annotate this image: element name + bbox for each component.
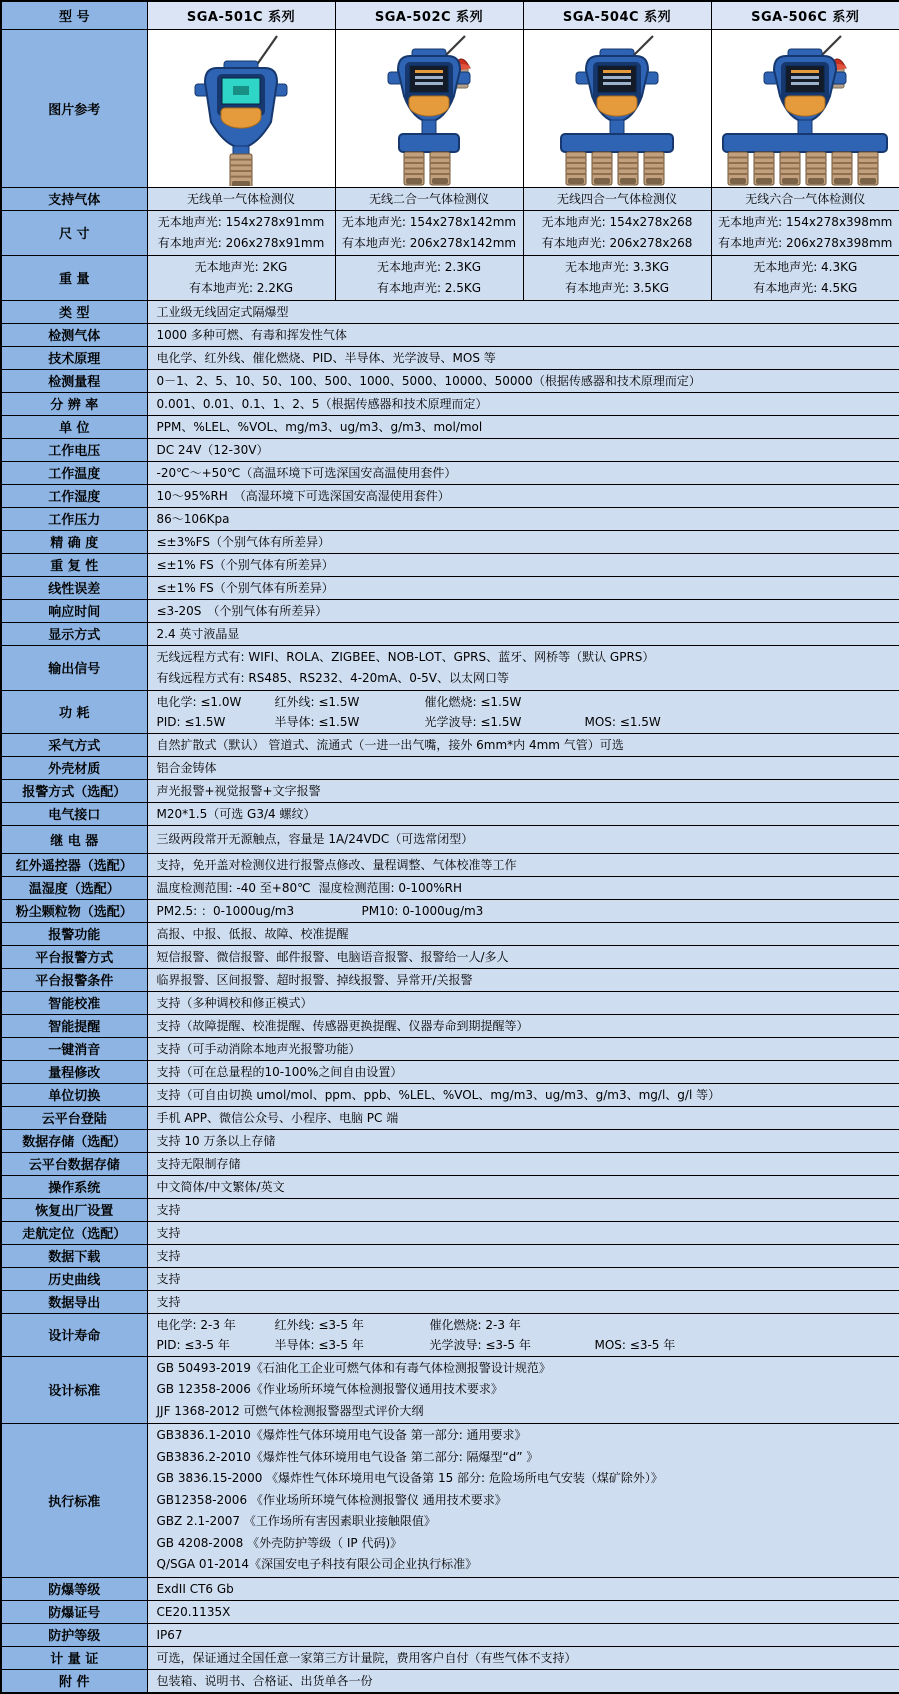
spec-value-segment: 半导体: ≤3-5 年 [275, 1335, 430, 1355]
spec-row-value [147, 991, 899, 1014]
spec-value-line [157, 692, 891, 712]
spec-row-value [147, 1669, 899, 1693]
spec-value-line: 有线远程方式有: RS485、RS232、4-20mA、0-5V、以太网口等 [157, 668, 891, 689]
model-data-row [1, 210, 899, 255]
spec-value-segment: 催化燃烧: ≤1.5W [425, 692, 522, 712]
spec-row [1, 1244, 899, 1267]
spec-row-value [147, 1083, 899, 1106]
spec-row-value [147, 1290, 899, 1313]
spec-row [1, 1424, 899, 1578]
model-data-line: 有本地声光: 3.5KG [526, 278, 709, 299]
spec-row-value [147, 392, 899, 415]
model-data-line: 无本地声光: 3.3KG [526, 257, 709, 278]
spec-row-label: 工作电压 [1, 438, 147, 461]
spec-row-value [147, 1356, 899, 1424]
spec-value-text: 包装箱、说明书、合格证、出货单各一份 [157, 1671, 891, 1691]
spec-value-text: CE20.1135X [157, 1602, 891, 1622]
spec-row-label: 检测气体 [1, 323, 147, 346]
model-data-line: 有本地声光: 4.5KG [714, 278, 898, 299]
spec-value-text: ≤3-20S （个别气体有所差异） [157, 601, 891, 621]
spec-value-text: IP67 [157, 1625, 891, 1645]
spec-value-line: GB12358-2006 《作业场所环境气体检测报警仪 通用技术要求》 [157, 1490, 891, 1512]
spec-row-value [147, 1600, 899, 1623]
spec-value-text: 支持（可手动消除本地声光报警功能） [157, 1039, 891, 1059]
spec-row-value [147, 622, 899, 645]
spec-row-label: 检测量程 [1, 369, 147, 392]
spec-row [1, 1152, 899, 1175]
spec-row-value [147, 461, 899, 484]
model-data-row-label: 尺 寸 [1, 210, 147, 255]
model-header-cell: SGA-502C 系列 [335, 1, 523, 29]
spec-value-segment: PM2.5: ：0-1000ug/m3 [157, 901, 362, 921]
model-data-line: 有本地声光: 206x278x398mm [714, 233, 898, 254]
spec-row [1, 1083, 899, 1106]
spec-value-line: 无线远程方式有: WIFI、ROLA、ZIGBEE、NOB-LOT、GPRS、蓝牙、网桥等（默认 GPRS） [157, 647, 891, 668]
model-header-cell: SGA-506C 系列 [711, 1, 899, 29]
spec-row [1, 369, 899, 392]
spec-row [1, 438, 899, 461]
spec-row [1, 300, 899, 323]
spec-row-label: 防爆证号 [1, 1600, 147, 1623]
spec-row-label: 类 型 [1, 300, 147, 323]
spec-value-line: GB 50493-2019《石油化工企业可燃气体和有毒气体检测报警设计规范》 [157, 1358, 891, 1380]
spec-value-text: 短信报警、微信报警、邮件报警、电脑语音报警、报警给一人/多人 [157, 947, 891, 967]
spec-row [1, 1646, 899, 1669]
spec-row-label: 防爆等级 [1, 1577, 147, 1600]
spec-value-text: 支持（可自由切换 umol/mol、ppm、ppb、%LEL、%VOL、mg/m3、ug/m3、g/m3、mg/l、g/l 等） [157, 1085, 891, 1105]
spec-row-label: 设计寿命 [1, 1313, 147, 1356]
spec-row-value [147, 876, 899, 899]
spec-row-label: 单 位 [1, 415, 147, 438]
model-header-cell: SGA-504C 系列 [523, 1, 711, 29]
spec-value-segment: PID: ≤1.5W [157, 712, 275, 732]
spec-row [1, 553, 899, 576]
model-data-cell [147, 210, 335, 255]
spec-value-text: 可选，保证通过全国任意一家第三方计量院，费用客户自付（有些气体不支持） [157, 1648, 891, 1668]
spec-value-segment: 红外线: ≤1.5W [275, 692, 425, 712]
model-data-row-label: 重 量 [1, 255, 147, 300]
gas-detector-hex-icon [712, 30, 899, 186]
spec-row-label: 数据导出 [1, 1290, 147, 1313]
spec-row-label: 设计标准 [1, 1356, 147, 1424]
spec-value-text: 临界报警、区间报警、超时报警、掉线报警、异常开/关报警 [157, 970, 891, 990]
spec-row-label: 继 电 器 [1, 825, 147, 853]
spec-row-value [147, 1060, 899, 1083]
spec-row-label: 一键消音 [1, 1037, 147, 1060]
spec-value-text: 高报、中报、低报、故障、校准提醒 [157, 924, 891, 944]
spec-row-value [147, 1221, 899, 1244]
spec-row-value [147, 300, 899, 323]
spec-row [1, 599, 899, 622]
spec-value-text: 支持 [157, 1246, 891, 1266]
spec-row-label: 粉尘颗粒物（选配） [1, 899, 147, 922]
spec-row [1, 346, 899, 369]
spec-row-value [147, 1037, 899, 1060]
spec-row [1, 392, 899, 415]
spec-row [1, 645, 899, 690]
spec-row [1, 991, 899, 1014]
spec-row [1, 690, 899, 733]
spec-row-label: 报警功能 [1, 922, 147, 945]
spec-row-label: 采气方式 [1, 733, 147, 756]
spec-row-value [147, 899, 899, 922]
spec-value-text: 2.4 英寸液晶显 [157, 624, 891, 644]
spec-row-value [147, 922, 899, 945]
spec-value-segment: PID: ≤3-5 年 [157, 1335, 275, 1355]
spec-row-label: 走航定位（选配） [1, 1221, 147, 1244]
gas-detector-dual-icon [336, 30, 523, 186]
spec-row [1, 922, 899, 945]
spec-row [1, 1356, 899, 1424]
spec-row-label: 历史曲线 [1, 1267, 147, 1290]
spec-row [1, 576, 899, 599]
spec-value-segment: 光学波导: ≤1.5W [425, 712, 585, 732]
model-data-line: 无本地声光: 4.3KG [714, 257, 898, 278]
spec-row-value [147, 553, 899, 576]
spec-row [1, 1129, 899, 1152]
spec-row-value [147, 733, 899, 756]
spec-value-text: 支持 [157, 1269, 891, 1289]
spec-row-value [147, 484, 899, 507]
spec-value-line: GB 4208-2008 《外壳防护等级（ IP 代码)》 [157, 1533, 891, 1555]
device-image-cell [523, 29, 711, 187]
model-data-cell [147, 187, 335, 210]
spec-row [1, 1037, 899, 1060]
spec-row-label: 显示方式 [1, 622, 147, 645]
spec-row-label: 温湿度（选配） [1, 876, 147, 899]
model-data-line: 无线单一气体检测仪 [150, 189, 333, 209]
spec-value-text: 声光报警+视觉报警+文字报警 [157, 781, 891, 801]
model-data-cell [711, 210, 899, 255]
model-data-line: 无线四合一气体检测仪 [526, 189, 709, 209]
spec-row-value [147, 1129, 899, 1152]
spec-value-line: GB3836.1-2010《爆炸性气体环境用电气设备 第一部分: 通用要求》 [157, 1425, 891, 1447]
spec-row [1, 968, 899, 991]
spec-value-line: GB 3836.15-2000 《爆炸性气体环境用电气设备第 15 部分: 危险场所电气安装（煤矿除外）》 [157, 1468, 891, 1490]
spec-value-text: ExdII CT6 Gb [157, 1579, 891, 1599]
spec-row [1, 899, 899, 922]
model-data-line: 无本地声光: 154x278x398mm [714, 212, 898, 233]
spec-value-text: ≤±1% FS（个别气体有所差异） [157, 555, 891, 575]
spec-row-label: 重 复 性 [1, 553, 147, 576]
spec-value-segment: MOS: ≤1.5W [585, 712, 661, 732]
spec-value-text: 86～106Kpa [157, 509, 891, 529]
spec-row-label: 单位切换 [1, 1083, 147, 1106]
spec-row-label: 平台报警方式 [1, 945, 147, 968]
spec-value-text: 支持（可在总量程的10-100%之间自由设置） [157, 1062, 891, 1082]
spec-row-value [147, 415, 899, 438]
spec-value-segment: 半导体: ≤1.5W [275, 712, 425, 732]
spec-row [1, 1106, 899, 1129]
spec-row-label: 量程修改 [1, 1060, 147, 1083]
device-image-cell [711, 29, 899, 187]
spec-row [1, 1060, 899, 1083]
spec-value-text: PPM、%LEL、%VOL、mg/m3、ug/m3、g/m3、mol/mol [157, 417, 891, 437]
spec-row-label: 数据存储（选配） [1, 1129, 147, 1152]
spec-row-value [147, 1313, 899, 1356]
spec-row [1, 876, 899, 899]
spec-row [1, 1313, 899, 1356]
model-data-line: 有本地声光: 2.2KG [150, 278, 333, 299]
gas-detector-quad-icon [524, 30, 711, 186]
spec-row-value [147, 1623, 899, 1646]
spec-row [1, 1198, 899, 1221]
spec-row [1, 853, 899, 876]
spec-row-value [147, 346, 899, 369]
model-data-line: 有本地声光: 2.5KG [338, 278, 521, 299]
spec-value-text: 支持 10 万条以上存储 [157, 1131, 891, 1151]
spec-row-label: 技术原理 [1, 346, 147, 369]
spec-value-text: -20℃～+50℃（高温环境下可选深国安高温使用套件） [157, 463, 891, 483]
spec-row [1, 415, 899, 438]
spec-row-value [147, 1646, 899, 1669]
spec-value-text: 支持 [157, 1200, 891, 1220]
spec-row-label: 平台报警条件 [1, 968, 147, 991]
model-data-line: 无本地声光: 154x278x91mm [150, 212, 333, 233]
spec-value-line [157, 712, 891, 732]
model-data-line: 有本地声光: 206x278x91mm [150, 233, 333, 254]
spec-row-label: 计 量 证 [1, 1646, 147, 1669]
spec-row-label: 精 确 度 [1, 530, 147, 553]
spec-row-label: 输出信号 [1, 645, 147, 690]
model-data-cell [523, 187, 711, 210]
spec-row-value [147, 1152, 899, 1175]
spec-value-text: 自然扩散式（默认） 管道式、流通式（一进一出气嘴，接外 6mm*内 4mm 气管）可选 [157, 735, 891, 755]
spec-row-value [147, 645, 899, 690]
spec-row-label: 响应时间 [1, 599, 147, 622]
spec-value-text: 铝合金铸体 [157, 758, 891, 778]
spec-value-line: GBZ 2.1-2007 《工作场所有害因素职业接触限值》 [157, 1511, 891, 1533]
model-data-cell [523, 210, 711, 255]
spec-value-segment: 光学波导: ≤3-5 年 [430, 1335, 595, 1355]
spec-row [1, 1014, 899, 1037]
model-data-cell [523, 255, 711, 300]
spec-row-value [147, 779, 899, 802]
spec-row-label: 工作温度 [1, 461, 147, 484]
spec-row [1, 1290, 899, 1313]
spec-value-text: ≤±3%FS（个别气体有所差异） [157, 532, 891, 552]
spec-value-line: GB3836.2-2010《爆炸性气体环境用电气设备 第二部分: 隔爆型“d” 》 [157, 1447, 891, 1469]
model-data-line: 有本地声光: 206x278x268 [526, 233, 709, 254]
spec-row [1, 1623, 899, 1646]
spec-value-text: DC 24V（12-30V） [157, 440, 891, 460]
spec-row [1, 323, 899, 346]
spec-row-value [147, 945, 899, 968]
spec-row-value [147, 438, 899, 461]
spec-row [1, 1267, 899, 1290]
spec-row-value [147, 825, 899, 853]
spec-value-line [157, 901, 891, 921]
spec-row-value [147, 1198, 899, 1221]
spec-row [1, 1600, 899, 1623]
spec-value-line: GB 12358-2006《作业场所环境气体检测报警仪通用技术要求》 [157, 1379, 891, 1401]
device-image-cell [335, 29, 523, 187]
spec-row-value [147, 530, 899, 553]
spec-row-value [147, 690, 899, 733]
spec-row-value [147, 1244, 899, 1267]
spec-value-text: 电化学、红外线、催化燃烧、PID、半导体、光学波导、MOS 等 [157, 348, 891, 368]
spec-value-segment: 催化燃烧: 2-3 年 [430, 1315, 521, 1335]
spec-value-text: 0.001、0.01、0.1、1、2、5（根据传感器和技术原理而定） [157, 394, 891, 414]
spec-row [1, 1221, 899, 1244]
spec-value-text: 工业级无线固定式隔爆型 [157, 302, 891, 322]
spec-row-value [147, 1577, 899, 1600]
spec-value-text: 1000 多种可燃、有毒和挥发性气体 [157, 325, 891, 345]
spec-value-text: 支持 [157, 1223, 891, 1243]
spec-table-body [1, 1, 899, 1693]
model-header-row [1, 1, 899, 29]
spec-row-value [147, 369, 899, 392]
model-data-row [1, 187, 899, 210]
spec-value-line [157, 878, 891, 898]
spec-row-value [147, 802, 899, 825]
spec-row [1, 507, 899, 530]
spec-row-value [147, 507, 899, 530]
spec-row-label: 外壳材质 [1, 756, 147, 779]
spec-row [1, 484, 899, 507]
model-data-cell [335, 210, 523, 255]
spec-row-label: 执行标准 [1, 1424, 147, 1578]
spec-row-value [147, 599, 899, 622]
model-data-cell [335, 255, 523, 300]
model-data-cell [711, 187, 899, 210]
spec-row-label: 分 辨 率 [1, 392, 147, 415]
spec-row [1, 733, 899, 756]
model-data-line: 无线二合一气体检测仪 [338, 189, 521, 209]
model-data-line: 无线六合一气体检测仪 [714, 189, 898, 209]
spec-row [1, 825, 899, 853]
spec-row [1, 1577, 899, 1600]
model-header-label: 型 号 [1, 1, 147, 29]
spec-value-segment: 温度检测范围: -40 至+80℃ [157, 878, 319, 898]
spec-value-text: 0－1、2、5、10、50、100、500、1000、5000、10000、50000（根据传感器和技术原理而定） [157, 371, 891, 391]
spec-row [1, 1669, 899, 1693]
spec-row-label: 智能提醒 [1, 1014, 147, 1037]
spec-row-label: 智能校准 [1, 991, 147, 1014]
spec-row [1, 779, 899, 802]
spec-value-text: 支持，免开盖对检测仪进行报警点修改、量程调整、气体校准等工作 [157, 855, 891, 875]
spec-row-label: 线性误差 [1, 576, 147, 599]
spec-row-value [147, 756, 899, 779]
spec-row-value [147, 1014, 899, 1037]
spec-row-label: 操作系统 [1, 1175, 147, 1198]
spec-value-segment: 红外线: ≤3-5 年 [275, 1315, 430, 1335]
spec-row [1, 945, 899, 968]
spec-row [1, 756, 899, 779]
spec-row-label: 功 耗 [1, 690, 147, 733]
device-image-cell [147, 29, 335, 187]
spec-row [1, 530, 899, 553]
spec-row-value [147, 1175, 899, 1198]
spec-value-segment: MOS: ≤3-5 年 [595, 1335, 676, 1355]
spec-row-value [147, 1267, 899, 1290]
spec-row-value [147, 1106, 899, 1129]
spec-value-text: M20*1.5（可选 G3/4 螺纹） [157, 804, 891, 824]
spec-row [1, 461, 899, 484]
spec-value-text: ≤±1% FS（个别气体有所差异） [157, 578, 891, 598]
model-data-row [1, 255, 899, 300]
spec-row-value [147, 853, 899, 876]
model-data-line: 无本地声光: 154x278x142mm [338, 212, 521, 233]
spec-value-text: 支持无限制存储 [157, 1154, 891, 1174]
spec-row-value [147, 323, 899, 346]
spec-value-text: 中文简体/中文繁体/英文 [157, 1177, 891, 1197]
spec-value-text: 三级两段常开无源触点，容量是 1A/24VDC（可选常闭型） [157, 829, 891, 849]
spec-value-text: 手机 APP、微信公众号、小程序、电脑 PC 端 [157, 1108, 891, 1128]
model-data-line: 无本地声光: 154x278x268 [526, 212, 709, 233]
spec-row-label: 工作压力 [1, 507, 147, 530]
spec-row-label: 附 件 [1, 1669, 147, 1693]
spec-value-text: 支持 [157, 1292, 891, 1312]
spec-row-value [147, 576, 899, 599]
spec-row-value [147, 968, 899, 991]
model-data-line: 有本地声光: 206x278x142mm [338, 233, 521, 254]
spec-row-label: 工作湿度 [1, 484, 147, 507]
spec-row [1, 622, 899, 645]
spec-row [1, 1175, 899, 1198]
spec-value-line: JJF 1368-2012 可燃气体检测报警器型式评价大纲 [157, 1401, 891, 1423]
spec-value-line [157, 1315, 891, 1335]
spec-row-value [147, 1424, 899, 1578]
spec-row-label: 恢复出厂设置 [1, 1198, 147, 1221]
model-data-cell [711, 255, 899, 300]
model-data-row-label: 支持气体 [1, 187, 147, 210]
model-data-cell [335, 187, 523, 210]
image-row-label: 图片参考 [1, 29, 147, 187]
model-data-cell [147, 255, 335, 300]
model-header-cell: SGA-501C 系列 [147, 1, 335, 29]
spec-value-segment: PM10: 0-1000ug/m3 [362, 901, 484, 921]
gas-detector-single-icon [148, 30, 335, 186]
spec-value-line [157, 1335, 891, 1355]
spec-row-label: 红外遥控器（选配） [1, 853, 147, 876]
spec-row-label: 云平台登陆 [1, 1106, 147, 1129]
spec-row [1, 802, 899, 825]
spec-value-text: 支持（故障提醒、校准提醒、传感器更换提醒、仪器寿命到期提醒等） [157, 1016, 891, 1036]
spec-row-label: 防护等级 [1, 1623, 147, 1646]
image-row [1, 29, 899, 187]
spec-value-text: 支持（多种调校和修正模式） [157, 993, 891, 1013]
spec-value-segment: 湿度检测范围: 0-100%RH [319, 878, 463, 898]
spec-row-label: 云平台数据存储 [1, 1152, 147, 1175]
model-data-line: 无本地声光: 2KG [150, 257, 333, 278]
model-data-line: 无本地声光: 2.3KG [338, 257, 521, 278]
spec-value-segment: 电化学: ≤1.0W [157, 692, 275, 712]
spec-row-label: 电气接口 [1, 802, 147, 825]
spec-row-label: 数据下载 [1, 1244, 147, 1267]
spec-row-label: 报警方式（选配） [1, 779, 147, 802]
spec-value-text: 10～95%RH （高湿环境下可选深国安高湿使用套件） [157, 486, 891, 506]
spec-value-segment: 电化学: 2-3 年 [157, 1315, 275, 1335]
spec-value-line: Q/SGA 01-2014《深国安电子科技有限公司企业执行标准》 [157, 1554, 891, 1576]
